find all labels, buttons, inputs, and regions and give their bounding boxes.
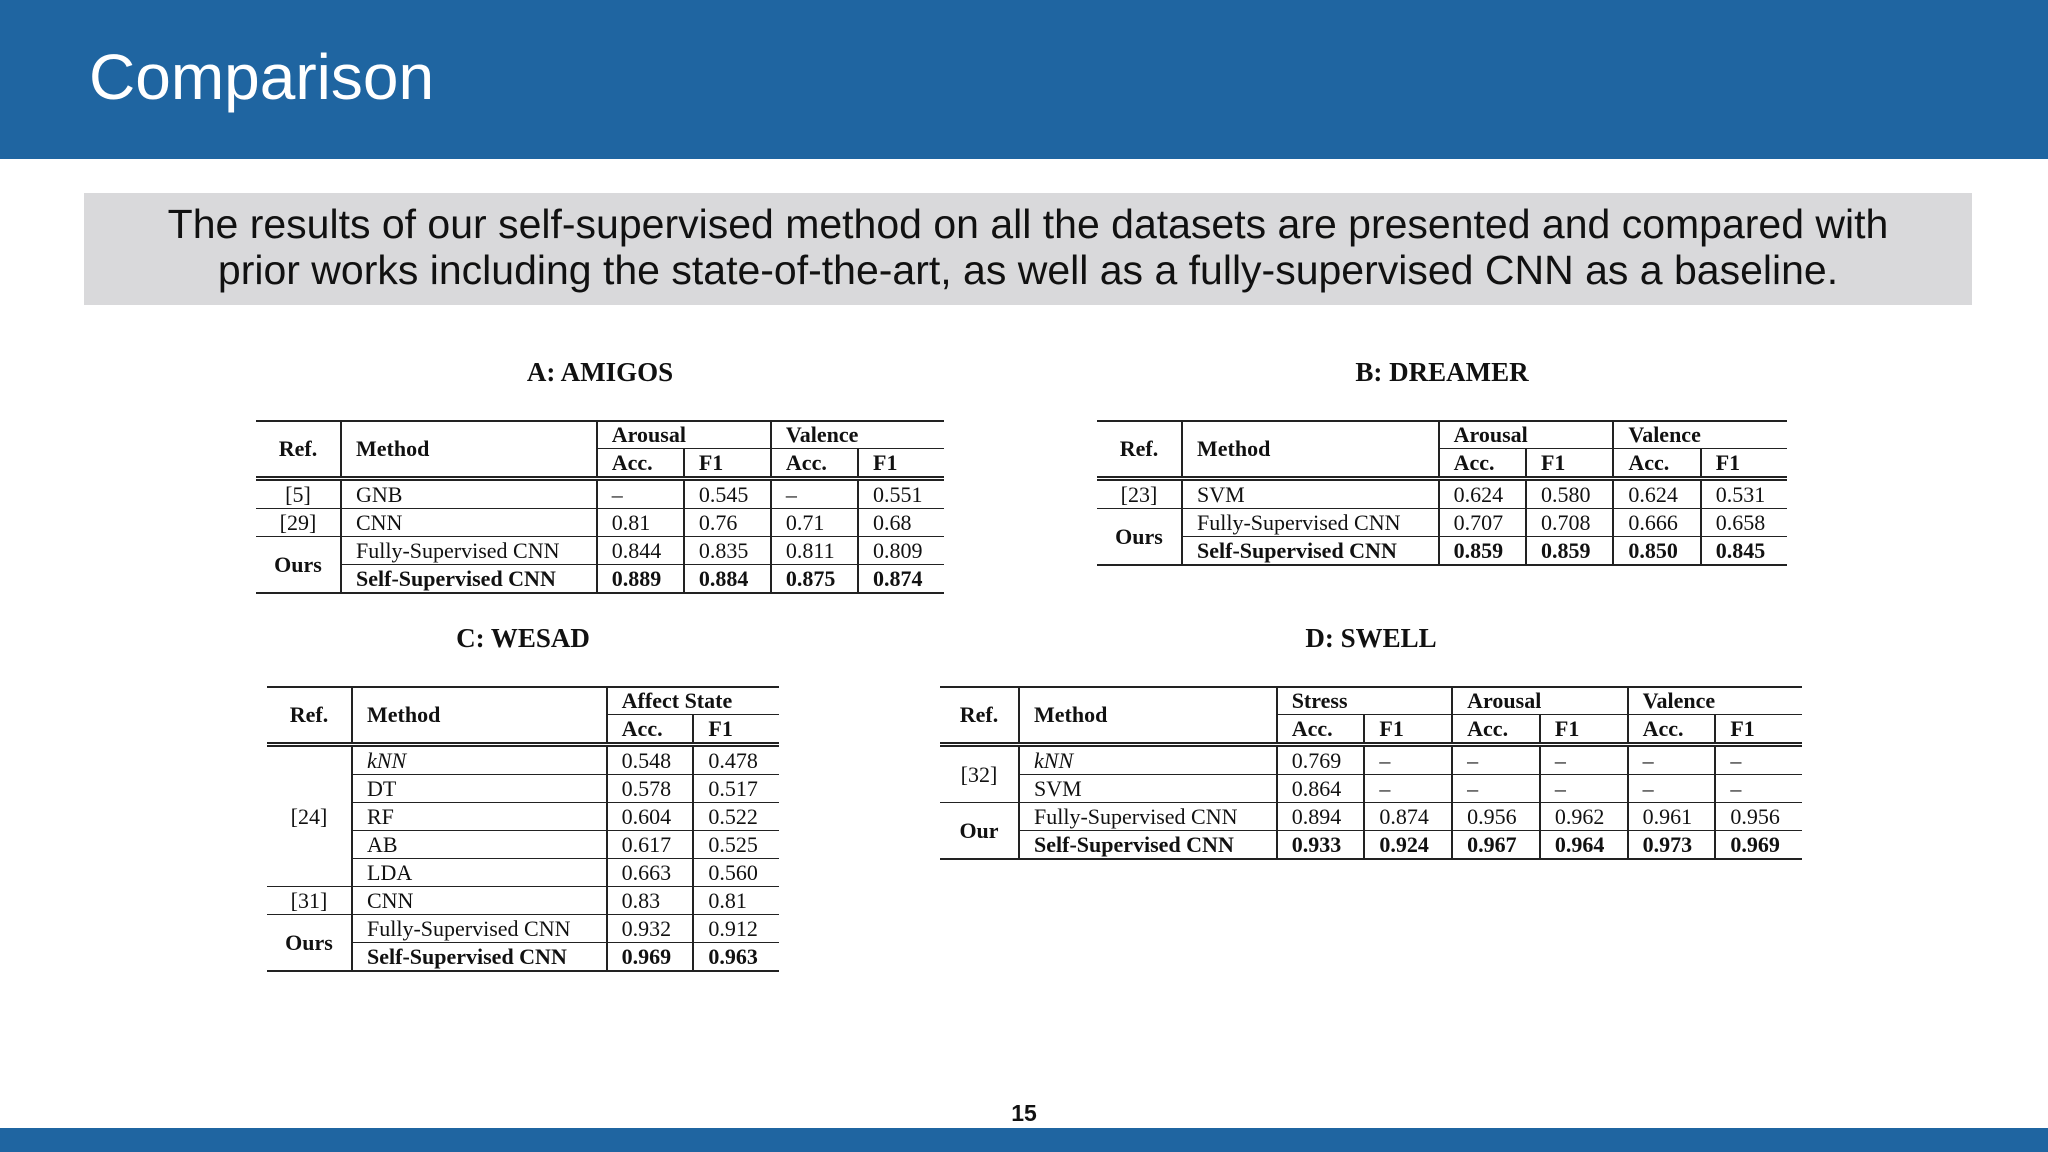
header-arousal: Arousal: [1452, 687, 1627, 715]
value-cell: 0.811: [771, 537, 858, 565]
value-cell: 0.809: [858, 537, 944, 565]
value-cell: 0.844: [597, 537, 684, 565]
ref-cell: [29]: [256, 509, 341, 537]
value-cell: 0.578: [607, 775, 694, 803]
value-cell: 0.932: [607, 915, 694, 943]
header-acc: Acc.: [1439, 449, 1526, 479]
header-ref: Ref.: [278, 436, 318, 461]
value-cell: –: [1628, 775, 1716, 803]
ref-cell: [5]: [285, 481, 311, 507]
header-f1: F1: [1540, 715, 1628, 745]
value-cell: –: [1628, 745, 1716, 775]
value-cell: 0.850: [1613, 537, 1700, 566]
table-row: [256, 565, 944, 594]
value-cell: 0.859: [1439, 537, 1526, 566]
value-cell: –: [1452, 775, 1540, 803]
value-cell: 0.963: [693, 943, 779, 972]
method-cell: Self-Supervised CNN: [1019, 831, 1277, 860]
method-cell: CNN: [341, 509, 597, 537]
value-cell: 0.545: [684, 479, 771, 509]
value-cell: 0.531: [1701, 479, 1787, 509]
header-acc: Acc.: [1613, 449, 1700, 479]
value-cell: –: [771, 479, 858, 509]
value-cell: 0.924: [1364, 831, 1452, 860]
value-cell: 0.624: [1439, 479, 1526, 509]
value-cell: 0.874: [858, 565, 944, 594]
method-cell: Fully-Supervised CNN: [352, 915, 607, 943]
value-cell: 0.604: [607, 803, 694, 831]
value-cell: 0.845: [1701, 537, 1787, 566]
value-cell: 0.874: [1364, 803, 1452, 831]
method-cell: AB: [352, 831, 607, 859]
value-cell: 0.663: [607, 859, 694, 887]
header-stress: Stress: [1277, 687, 1452, 715]
value-cell: 0.912: [693, 915, 779, 943]
value-cell: 0.969: [1715, 831, 1802, 860]
table-row: [940, 745, 1802, 775]
header-affect-state: Affect State: [607, 687, 779, 715]
wesad-table: [267, 686, 779, 972]
header-f1: F1: [1701, 449, 1787, 479]
value-cell: 0.889: [597, 565, 684, 594]
header-f1: F1: [858, 449, 944, 479]
method-cell: LDA: [352, 859, 607, 887]
header-ref: Ref.: [959, 702, 999, 727]
table-row: [256, 509, 944, 537]
value-cell: 0.580: [1526, 479, 1613, 509]
header-valence: Valence: [771, 421, 944, 449]
value-cell: –: [1364, 745, 1452, 775]
value-cell: 0.658: [1701, 509, 1787, 537]
header-acc: Acc.: [1628, 715, 1716, 745]
header-f1: F1: [1715, 715, 1802, 745]
method-cell: CNN: [352, 887, 607, 915]
value-cell: 0.708: [1526, 509, 1613, 537]
method-cell: RF: [352, 803, 607, 831]
table-row: [940, 831, 1802, 860]
value-cell: 0.560: [693, 859, 779, 887]
table-row: [1097, 537, 1787, 566]
table-row: [267, 745, 779, 775]
value-cell: –: [1452, 745, 1540, 775]
value-cell: 0.962: [1540, 803, 1628, 831]
header-method: Method: [1182, 421, 1439, 479]
value-cell: 0.933: [1277, 831, 1365, 860]
value-cell: 0.68: [858, 509, 944, 537]
value-cell: 0.707: [1439, 509, 1526, 537]
method-cell: DT: [352, 775, 607, 803]
ref-cell: [24]: [290, 803, 328, 829]
header-acc: Acc.: [607, 715, 694, 745]
page-number: 15: [1011, 1100, 1037, 1126]
method-cell: Fully-Supervised CNN: [1019, 803, 1277, 831]
value-cell: –: [1540, 775, 1628, 803]
swell-caption: D: SWELL: [1305, 623, 1437, 653]
value-cell: 0.864: [1277, 775, 1365, 803]
value-cell: –: [597, 479, 684, 509]
amigos-caption: A: AMIGOS: [526, 357, 674, 387]
header-arousal: Arousal: [1439, 421, 1614, 449]
table-row: [1097, 479, 1787, 509]
method-cell: Fully-Supervised CNN: [341, 537, 597, 565]
value-cell: 0.973: [1628, 831, 1716, 860]
value-cell: –: [1715, 745, 1802, 775]
value-cell: 0.525: [693, 831, 779, 859]
value-cell: 0.875: [771, 565, 858, 594]
dreamer-caption: B: DREAMER: [1355, 357, 1529, 387]
value-cell: 0.835: [684, 537, 771, 565]
method-cell: SVM: [1019, 775, 1277, 803]
value-cell: 0.961: [1628, 803, 1716, 831]
header-method: Method: [1019, 687, 1277, 745]
header-acc: Acc.: [597, 449, 684, 479]
header-valence: Valence: [1628, 687, 1802, 715]
method-cell: kNN: [1019, 745, 1277, 775]
value-cell: 0.666: [1613, 509, 1700, 537]
wesad-caption: C: WESAD: [456, 623, 590, 653]
slide-title: Comparison: [89, 41, 435, 113]
value-cell: 0.969: [607, 943, 694, 972]
value-cell: –: [1364, 775, 1452, 803]
ref-cell: Ours: [256, 537, 341, 594]
value-cell: 0.81: [597, 509, 684, 537]
value-cell: 0.956: [1452, 803, 1540, 831]
ref-cell: [32]: [960, 761, 998, 787]
value-cell: 0.617: [607, 831, 694, 859]
header-method: Method: [352, 687, 607, 745]
value-cell: 0.956: [1715, 803, 1802, 831]
header-f1: F1: [1526, 449, 1613, 479]
value-cell: –: [1715, 775, 1802, 803]
table-row: [1097, 509, 1787, 537]
table-row: [267, 887, 779, 915]
table-row: [256, 479, 944, 509]
header-valence: Valence: [1613, 421, 1787, 449]
header-arousal: Arousal: [597, 421, 771, 449]
ref-cell: [31]: [267, 887, 352, 915]
value-cell: 0.83: [607, 887, 694, 915]
value-cell: 0.71: [771, 509, 858, 537]
value-cell: 0.884: [684, 565, 771, 594]
table-row: [940, 803, 1802, 831]
value-cell: 0.81: [693, 887, 779, 915]
header-f1: F1: [1364, 715, 1452, 745]
method-cell: Fully-Supervised CNN: [1182, 509, 1439, 537]
value-cell: 0.551: [858, 479, 944, 509]
value-cell: 0.769: [1277, 745, 1365, 775]
summary-line-2: prior works including the state-of-the-art, as well as a fully-supervised CNN as a baseline.: [217, 247, 1839, 293]
table-row: [267, 915, 779, 943]
table-row: [256, 537, 944, 565]
summary-box: [84, 193, 1972, 305]
value-cell: 0.967: [1452, 831, 1540, 860]
method-cell: Self-Supervised CNN: [341, 565, 597, 594]
value-cell: 0.76: [684, 509, 771, 537]
ref-cell: Ours: [267, 915, 352, 972]
method-cell: kNN: [352, 745, 607, 775]
header-ref: Ref.: [289, 702, 329, 727]
header-acc: Acc.: [1277, 715, 1365, 745]
method-cell: Self-Supervised CNN: [352, 943, 607, 972]
amigos-table: [256, 420, 944, 594]
ref-cell: Our: [940, 803, 1019, 860]
summary-line-1: The results of our self-supervised method on all the datasets are presented and compared with: [167, 201, 1889, 247]
dreamer-table: [1097, 420, 1787, 566]
ref-cell: [23]: [1120, 481, 1158, 507]
value-cell: 0.894: [1277, 803, 1365, 831]
footer-bar: [0, 1128, 2048, 1152]
header-ref: Ref.: [1119, 436, 1159, 461]
value-cell: 0.964: [1540, 831, 1628, 860]
swell-table: [940, 686, 1802, 860]
header-acc: Acc.: [1452, 715, 1540, 745]
method-cell: GNB: [341, 479, 597, 509]
ref-cell: Ours: [1097, 509, 1182, 566]
value-cell: 0.522: [693, 803, 779, 831]
value-cell: 0.548: [607, 745, 694, 775]
header-acc: Acc.: [771, 449, 858, 479]
value-cell: 0.624: [1613, 479, 1700, 509]
value-cell: –: [1540, 745, 1628, 775]
method-cell: Self-Supervised CNN: [1182, 537, 1439, 566]
method-cell: SVM: [1182, 479, 1439, 509]
table-row: [940, 775, 1802, 803]
value-cell: 0.517: [693, 775, 779, 803]
value-cell: 0.478: [693, 745, 779, 775]
header-method: Method: [341, 421, 597, 479]
header-f1: F1: [693, 715, 779, 745]
header-f1: F1: [684, 449, 771, 479]
value-cell: 0.859: [1526, 537, 1613, 566]
